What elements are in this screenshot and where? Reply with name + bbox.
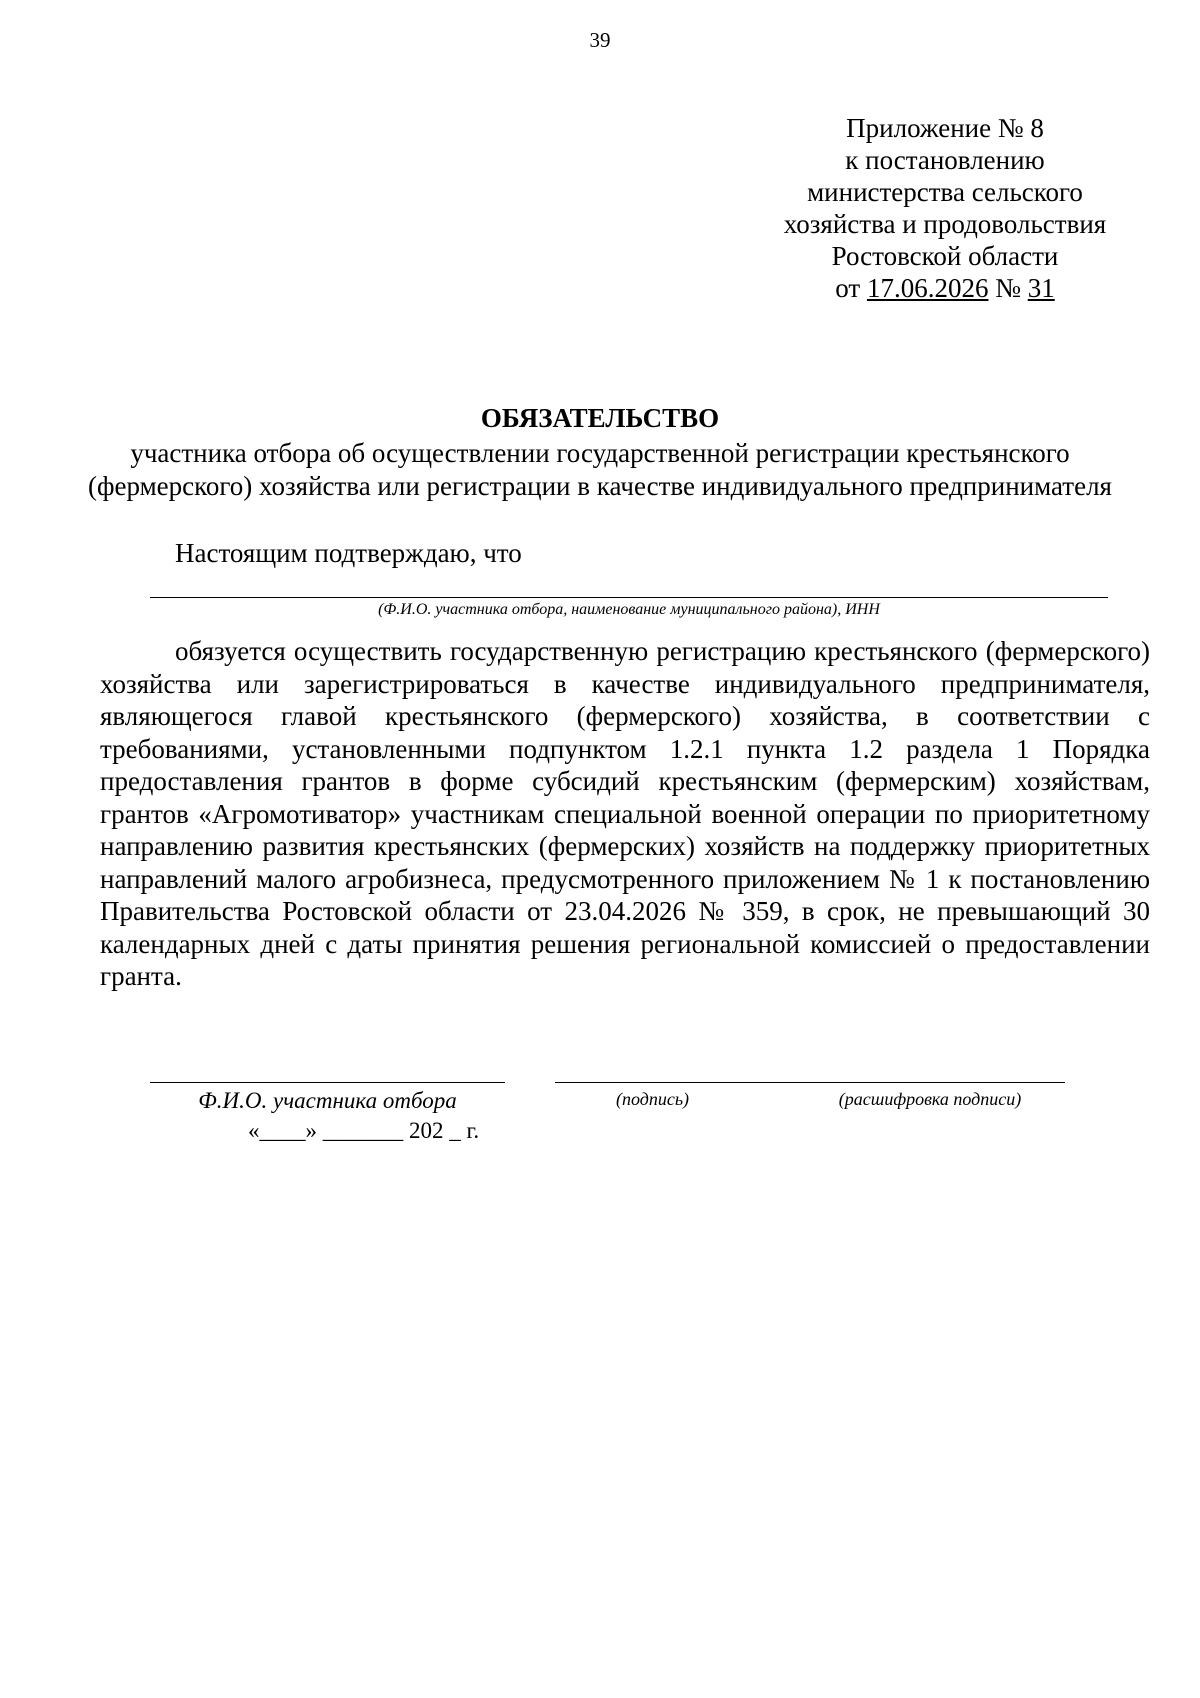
document-title: ОБЯЗАТЕЛЬСТВО bbox=[480, 403, 720, 433]
participant-fill-line bbox=[150, 597, 1108, 598]
appendix-line: Ростовской области bbox=[831, 241, 1059, 271]
date-prefix: от bbox=[835, 273, 867, 303]
document-title-block bbox=[40, 402, 1160, 503]
appendix-header bbox=[760, 112, 1130, 304]
participant-fill-caption: (Ф.И.О. участника отбора, наименование муниципального района), ИНН bbox=[378, 601, 880, 618]
intro-text: Настоящим подтверждаю, что bbox=[175, 538, 522, 568]
document-subtitle-line: участника отбора об осуществлении государственной регистрации крестьянского bbox=[130, 438, 1070, 468]
obligation-body: обязуется осуществить государственную регистрацию крестьянского (фермерского) хозяйства или зарегистрироваться в качестве индивидуального предпринимателя, являющегося главой крестьянского (фермерского) хозяйства, в соответствии с требованиями, установленными подпунктом 1.2.1 пункта 1.2 раздела 1 Порядка предоставления грантов в форме субсидий крестьянским (фермерским) хозяйствам, грантов «Агромотиватор» участникам специальной военной операции по приоритетному направлению развития крестьянских (фермерских) хозяйств на поддержку приоритетных направлений малого агробизнеса, предусмотренного приложением № 1 к постановлению Правительства Ростовской области от 23.04.2026 № 359, в срок, не превышающий 30 календарных дней с даты принятия решения региональной комиссией о предоставлении гранта. bbox=[100, 636, 1150, 991]
appendix-line: министерства сельского bbox=[807, 177, 1083, 207]
appendix-line: к постановлению bbox=[845, 145, 1045, 175]
fio-signature-line bbox=[150, 1082, 505, 1083]
decree-date: 17.06.2026 bbox=[866, 273, 989, 303]
signature-decode-label: (расшифровка подписи) bbox=[838, 1089, 1022, 1109]
fio-label: Ф.И.О. участника отбора bbox=[198, 1088, 457, 1113]
document-subtitle-line: (фермерского) хозяйства или регистрации в качестве индивидуального предпринимателя bbox=[88, 471, 1112, 501]
number-prefix: № bbox=[988, 273, 1028, 303]
signature-label: (подпись) bbox=[615, 1089, 690, 1109]
signature-line bbox=[555, 1082, 1065, 1083]
appendix-line: хозяйства и продовольствия bbox=[783, 209, 1107, 239]
page-number: 39 bbox=[589, 28, 611, 52]
decree-number: 31 bbox=[1027, 273, 1055, 303]
signature-date-line: «____» _______ 202 _ г. bbox=[248, 1118, 480, 1143]
appendix-date-line bbox=[760, 272, 1130, 304]
appendix-line: Приложение № 8 bbox=[846, 113, 1044, 143]
